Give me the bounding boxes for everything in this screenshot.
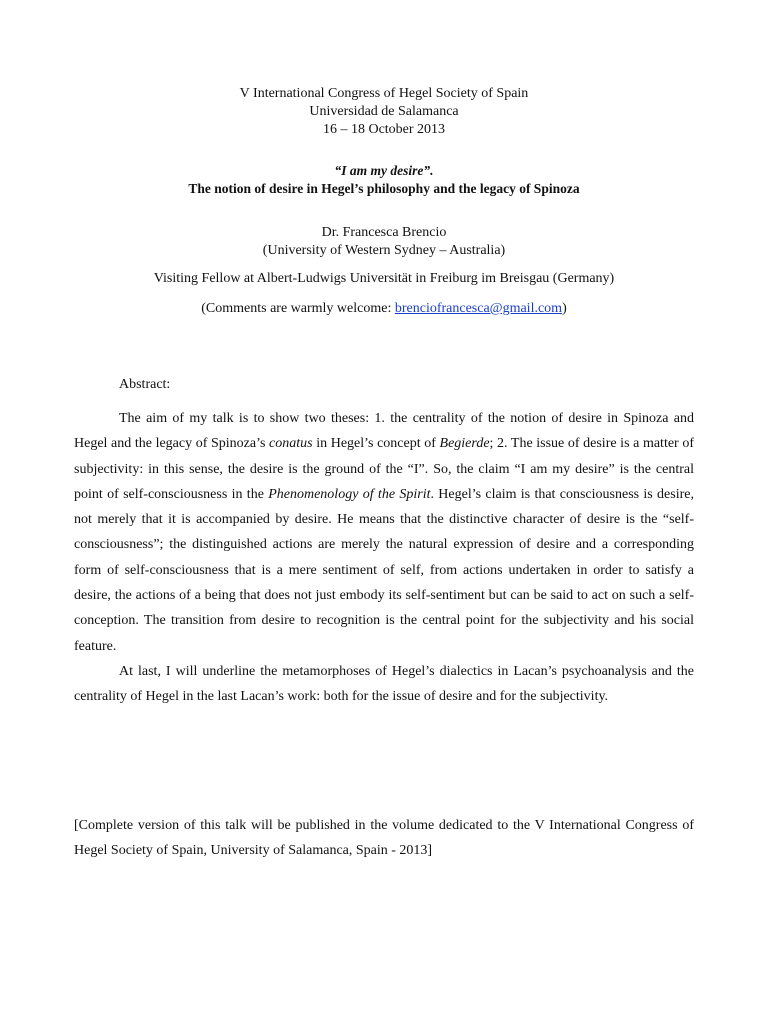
abstract-paragraph-2: At last, I will underline the metamorphoses of Hegel’s dialectics in Lacan’s psychoanalysis and the centrality of Hegel in the last Lacan’s work: both for the issue of desire and for the subjectivity.	[74, 663, 694, 705]
title-subtitle: The notion of desire in Hegel’s philosophy and the legacy of Spinoza	[188, 181, 580, 196]
comments-prefix: (Comments are warmly welcome:	[201, 301, 395, 316]
abstract-paragraph-1	[74, 406, 694, 659]
author-affiliation: (University of Western Sydney – Australia)	[262, 243, 506, 258]
abstract-p1-text-d: . Hegel’s claim is that consciousness is desire, not merely that it is accompanied by desire. He means that the distinctive character of desire is the “self-consciousness”; the distinguished actions are merely the natural expression of desire and a corresponding form of self-consciousness that is a mere sentiment of self, from actions undertaken in order to satisfy a desire, the actions of a being that does not just embody its self-sentiment but can be said to act on such a self-conception. The transition from desire to recognition is the central point for the subjectivity and his social feature.	[74, 486, 694, 654]
congress-dates: 16 – 18 October 2013	[322, 122, 446, 137]
abstract-p1-text-c: ; 2. The issue of desire is a matter of subjectivity: in this sense, the desire is the ground of the “I”. So, the claim “I am my desire” is the central point of self-consciousness in the	[74, 436, 694, 502]
comments-suffix: )	[562, 301, 567, 316]
abstract-p1-text-b: in Hegel’s concept of	[312, 436, 440, 452]
congress-header	[74, 85, 694, 139]
term-conatus: conatus	[269, 436, 313, 452]
comments-line	[74, 300, 694, 318]
author-block	[74, 224, 694, 260]
congress-name: V International Congress of Hegel Society of Spain	[239, 86, 529, 101]
abstract-body	[74, 406, 694, 710]
university-name: Universidad de Salamanca	[309, 104, 459, 119]
author-fellowship: Visiting Fellow at Albert-Ludwigs Universität in Freiburg im Breisgau (Germany)	[153, 271, 615, 286]
term-begierde: Begierde	[439, 436, 490, 452]
abstract-p1-text-a: The aim of my talk is to show two theses: 1. the centrality of the notion of desire in Spinoza and Hegel and the legacy of Spinoza’s	[74, 411, 694, 452]
publication-note: [Complete version of this talk will be published in the volume dedicated to the V International Congress of Hegel Society of Spain, University of Salamanca, Spain - 2013]	[74, 818, 694, 859]
paper-title	[74, 162, 694, 198]
email-link[interactable]: brenciofrancesca@gmail.com	[394, 301, 563, 316]
author-name: Dr. Francesca Brencio	[321, 225, 447, 240]
title-quote: “I am my desire”.	[334, 163, 434, 178]
term-phenomenology: Phenomenology of the Spirit	[268, 486, 431, 502]
abstract-label: Abstract:	[119, 377, 171, 392]
